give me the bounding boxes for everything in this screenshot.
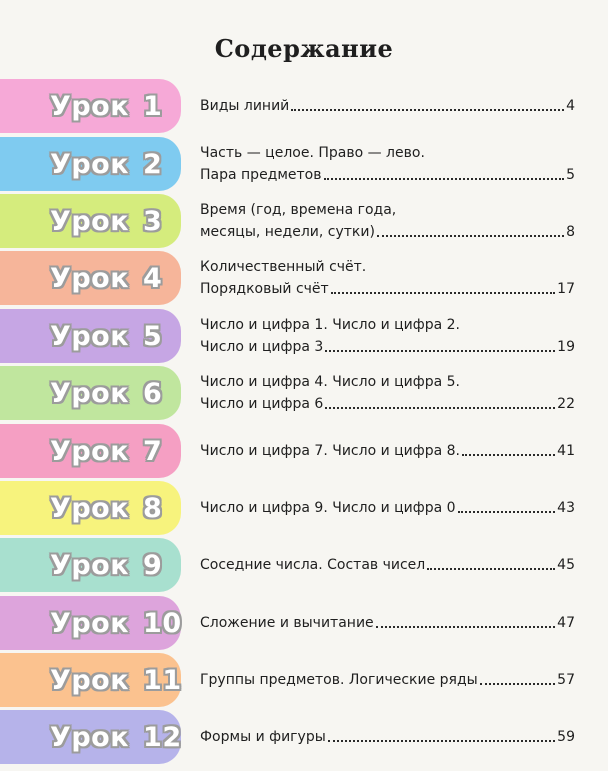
lesson-tab <box>0 194 181 248</box>
lesson-number: 1 <box>143 90 163 122</box>
lesson-tab <box>0 366 181 420</box>
lesson-tab <box>0 79 181 133</box>
toc-entry-line <box>200 440 575 462</box>
page-number: 19 <box>557 339 575 355</box>
toc-entry[interactable] <box>200 554 575 576</box>
lesson-tab <box>0 251 181 305</box>
toc-row <box>0 251 608 305</box>
toc-entry-line <box>200 142 575 164</box>
page-number: 8 <box>566 224 575 240</box>
entry-text: Виды линий <box>200 98 290 114</box>
toc-entry-line <box>200 669 575 691</box>
entry-text: Формы и фигуры <box>200 729 326 745</box>
lesson-number: 6 <box>143 377 163 409</box>
lesson-number: 5 <box>143 320 163 352</box>
entry-text: Порядковый счёт <box>200 281 329 297</box>
lesson-word: Урок <box>50 148 130 180</box>
lesson-number: 11 <box>143 664 182 696</box>
toc-entry-line <box>200 95 575 117</box>
lesson-tab <box>0 481 181 535</box>
lesson-number: 12 <box>143 721 182 753</box>
page-number: 45 <box>557 557 575 573</box>
page-number: 47 <box>557 615 575 631</box>
entry-text: Число и цифра 3 <box>200 339 324 355</box>
toc-row <box>0 79 608 133</box>
lesson-number: 9 <box>143 549 163 581</box>
dot-leader <box>377 235 564 237</box>
lesson-tab <box>0 137 181 191</box>
dot-leader <box>328 740 555 742</box>
dot-leader <box>324 178 565 180</box>
dot-leader <box>427 568 555 570</box>
toc-entry-line <box>200 371 575 393</box>
dot-leader <box>291 109 564 111</box>
toc-entry-line <box>200 278 575 300</box>
lesson-tab <box>0 653 181 707</box>
entry-text: Число и цифра 9. Число и цифра 0 <box>200 500 456 516</box>
lesson-word: Урок <box>50 721 130 753</box>
toc-row <box>0 309 608 363</box>
toc-entry[interactable] <box>200 142 575 186</box>
toc-entry-line <box>200 314 575 336</box>
entry-text: Часть — целое. Право — лево. <box>200 145 425 161</box>
dot-leader <box>331 292 555 294</box>
entry-text: Группы предметов. Логические ряды <box>200 672 478 688</box>
toc-entry[interactable] <box>200 256 575 300</box>
entry-text: месяцы, недели, сутки) <box>200 224 375 240</box>
page-number: 5 <box>566 167 575 183</box>
toc-row <box>0 137 608 191</box>
toc-entry-line <box>200 393 575 415</box>
toc-row <box>0 424 608 478</box>
lesson-word: Урок <box>50 435 130 467</box>
page-number: 17 <box>557 281 575 297</box>
toc-entry[interactable] <box>200 497 575 519</box>
entry-text: Число и цифра 1. Число и цифра 2. <box>200 317 461 333</box>
lesson-number: 4 <box>143 262 163 294</box>
lesson-tab <box>0 596 181 650</box>
page-number: 22 <box>557 396 575 412</box>
entry-text: Количественный счёт. <box>200 259 367 275</box>
page-number: 59 <box>557 729 575 745</box>
page-number: 41 <box>557 443 575 459</box>
lesson-number: 3 <box>143 205 163 237</box>
lesson-word: Урок <box>50 205 130 237</box>
dot-leader <box>325 350 555 352</box>
toc-entry-line <box>200 164 575 186</box>
entry-text: Число и цифра 4. Число и цифра 5. <box>200 374 461 390</box>
toc-entry-line <box>200 221 575 243</box>
toc-row <box>0 596 608 650</box>
toc-row <box>0 710 608 764</box>
lesson-word: Урок <box>50 377 130 409</box>
lesson-word: Урок <box>50 90 130 122</box>
toc-row <box>0 366 608 420</box>
entry-text: Число и цифра 6 <box>200 396 324 412</box>
entry-text: Сложение и вычитание <box>200 615 374 631</box>
entry-text: Соседние числа. Состав чисел <box>200 557 426 573</box>
toc-entry-line <box>200 256 575 278</box>
lesson-number: 2 <box>143 148 163 180</box>
lesson-word: Урок <box>50 320 130 352</box>
toc-row <box>0 194 608 248</box>
toc-entry[interactable] <box>200 440 575 462</box>
lesson-number: 8 <box>143 492 163 524</box>
page-title: Содержание <box>214 34 394 63</box>
entry-text: Пара предметов <box>200 167 322 183</box>
toc-row <box>0 538 608 592</box>
toc-row <box>0 481 608 535</box>
lesson-tab <box>0 710 181 764</box>
toc-entry-line <box>200 612 575 634</box>
dot-leader <box>376 626 556 628</box>
lesson-tab <box>0 309 181 363</box>
page-number: 43 <box>557 500 575 516</box>
toc-entry[interactable] <box>200 314 575 358</box>
dot-leader <box>462 454 555 456</box>
entry-text: Время (год, времена года, <box>200 202 397 218</box>
lesson-word: Урок <box>50 549 130 581</box>
toc-entry-line <box>200 726 575 748</box>
toc-entry-line <box>200 336 575 358</box>
lesson-number: 7 <box>143 435 163 467</box>
toc-entry[interactable] <box>200 612 575 634</box>
toc-entry[interactable] <box>200 669 575 691</box>
page-number: 57 <box>557 672 575 688</box>
toc-entry[interactable] <box>200 199 575 243</box>
toc-entry-line <box>200 497 575 519</box>
toc-entry[interactable] <box>200 726 575 748</box>
lesson-tab <box>0 538 181 592</box>
dot-leader <box>480 683 555 685</box>
lesson-word: Урок <box>50 492 130 524</box>
page-number: 4 <box>566 98 575 114</box>
lesson-number: 10 <box>143 607 182 639</box>
entry-text: Число и цифра 7. Число и цифра 8. <box>200 443 461 459</box>
lesson-tab <box>0 424 181 478</box>
toc-entry[interactable] <box>200 371 575 415</box>
lesson-word: Урок <box>50 262 130 294</box>
toc-entry-line <box>200 554 575 576</box>
toc-entry-line <box>200 199 575 221</box>
dot-leader <box>458 511 556 513</box>
lesson-word: Урок <box>50 607 130 639</box>
toc-row <box>0 653 608 707</box>
lesson-word: Урок <box>50 664 130 696</box>
dot-leader <box>325 407 555 409</box>
toc-entry[interactable] <box>200 95 575 117</box>
